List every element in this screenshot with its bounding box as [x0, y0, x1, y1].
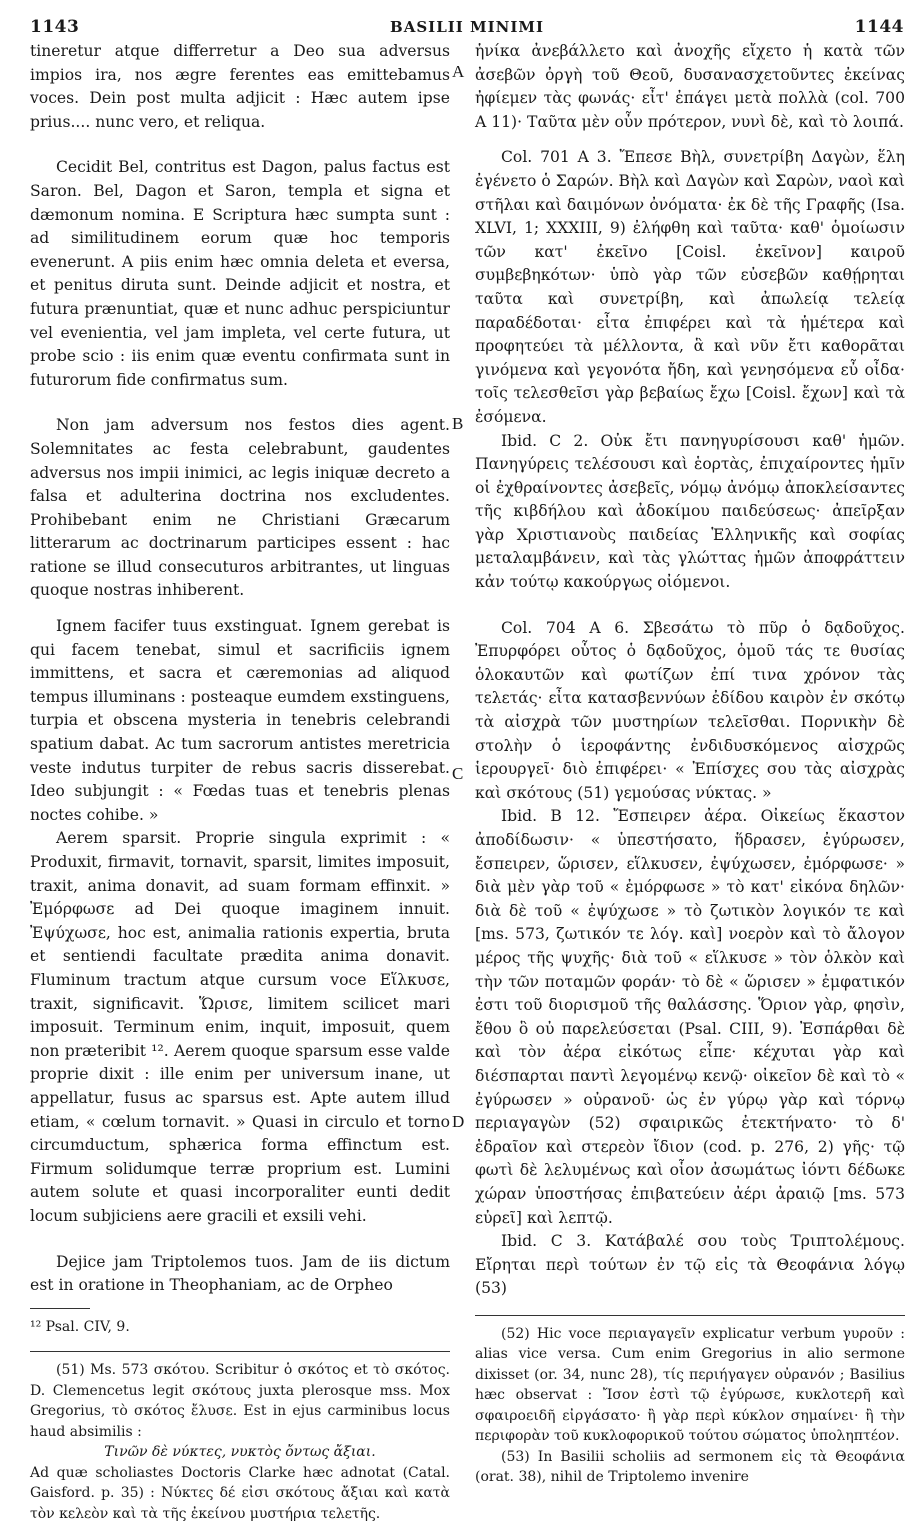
latin-column	[30, 40, 450, 1524]
greek-column	[475, 40, 905, 1488]
latin-paragraph-2: Cecidit Bel, contritus est Dagon, palus factus est Saron. Bel, Dagon et Saron, templa et signa et dæmonum nomina. E Scriptura hæc sumpta sunt : ad similitudinem eorum quæ hoc temporis evenerunt. A piis enim hæc omnia deleta et eversa, et penitus diruta sunt. Deinde adjicit et nostra, et futura prænuntiat, quæ et nunc adhuc perspiciuntur vel evenientia, vel jam impleta, vel certe futura, ut probe scio : iis enim quæ eventu confirmata sunt in futurorum fide confirmatus sum.	[30, 158, 450, 389]
latin-paragraph-5: Aerem sparsit. Proprie singula exprimit : « Produxit, firmavit, tornavit, sparsit, limites imposuit, traxit, anima donavit, ad suam formam effinxit. » Ἐμόρφωσε ad Dei quoque imaginem innuit. Ἐψύχωσε, hoc est, animalia rationis expertia, bruta et sentiendi facultate prædita anima donavit. Fluminum tractum atque cursum voce Εἵλκυσε, traxit, significavit. Ὥρισε, limitem scilicet mari imposuit. Terminum enim, inquit, imposuit, quem non præteribit ¹². Aerem quoque sparsum esse valde proprie dixit : ille enim per universum inane, ut appellatur, fusus ac sparsus est. Apte autem illud etiam, « cœlum tornavit. » Quasi in circulo et torno circumductum, sphærica forma effinctum est. Firmum solidumque terræ proprium est. Lumini autem solute et quasi incorporaliter eunti dedit locum subjiciens aere gracili et exsili vehi.	[30, 829, 450, 1225]
section-marker-b: B	[452, 414, 464, 433]
note-53: (53) In Basilii scholiis ad sermonem εἰς τὰ Θεοφάνια (orat. 38), nihil de Triptolemo invenire	[475, 1448, 905, 1486]
footnote-divider	[30, 1308, 90, 1309]
note-51: (51) Ms. 573 σκότου. Scribitur ὁ σκότος et τὸ σκότος. D. Clemencetus legit σκότους juxta plerosque mss. Mox Gregorius, τὸ σκότος ἔλυσε. Est in ejus carminibus locus haud absimilis :	[30, 1362, 450, 1440]
column-number-left: 1143	[30, 17, 80, 37]
column-number-right: 1144	[854, 17, 904, 37]
latin-paragraph-4: Ignem facifer tuus exstinguat. Ignem gerebat is qui facem tenebat, simul et sacrificiis ignem immittens, et sacra et cæremonias ad aliquod tempus illuminans : posteaque eumdem exstinguens, turpia et obscena mysteria in tenebris celebrandi spatium dabat. Ac tum sacrorum antistes meretricia veste indutus turpiter de rebus sacris disserebat. Ideo subjungit : « Fœdas tuas et tenebris plenas noctes cohibe. »	[30, 617, 450, 824]
greek-paragraph-1: ἡνίκα ἀνεβάλλετο καὶ ἀνοχῆς εἴχετο ἡ κατὰ τῶν ἀσεβῶν ὀργὴ τοῦ Θεοῦ, δυσανασχετοῦντες ἐκείνας ἠφίεμεν τὰς φωνάς· εἶτ' ἐπάγει μετὰ πολλὰ (col. 700 A 11)· Ταῦτα μὲν οὖν πρότερον, νυνὶ δὲ, καὶ τὸ λοιπά.	[475, 42, 905, 131]
latin-paragraph-6: Dejice jam Triptolemos tuos. Jam de iis dictum est in oratione in Theophaniam, ac de Orpheo	[30, 1252, 450, 1295]
running-title: BASILII MINIMI	[390, 18, 544, 36]
section-marker-c: C	[452, 764, 464, 783]
notes-divider-left	[30, 1351, 450, 1352]
greek-paragraph-6: Ibid. C 3. Κατάβαλέ σου τοὺς Τριπτολέμους. Εἴρηται περὶ τούτων ἐν τῷ εἰς τὰ Θεοφάνια λόγῳ (53)	[475, 1232, 905, 1298]
greek-paragraph-4: Col. 704 A 6. Σβεσάτω τὸ πῦρ ὁ δᾳδοῦχος. Ἐπυρφόρει οὗτος ὁ δᾳδοῦχος, ὁμοῦ τάς τε θυσίας ὁλοκαυτῶν καὶ φωτίζων ἐπί τινα χρόνον τὰς τελετάς· εἶτα κατασβεννύων ἐδίδου καιρὸν ἐν σκότῳ τὰ αἰσχρὰ τῶν μυστηρίων τελεῖσθαι. Πορνικὴν δὲ στολὴν ὁ ἱεροφάντης ἐνδιδυσκόμενος αἰσχρῶς ἱερουργεῖ· διὸ ἐπιφέρει· « Ἐπίσχες σου τὰς αἰσχρὰς καὶ σκότους (51) γεμούσας νύκτας. »	[475, 618, 905, 802]
section-marker-d: D	[452, 1112, 465, 1131]
latin-paragraph-1: tineretur atque differretur a Deo sua adversus impios ira, nos ægre ferentes eas emittebamus voces. Dein post multa adjicit : Hæc autem ipse prius.... nunc vero, et reliqua.	[30, 42, 450, 131]
footnote-12: ¹² Psal. CIV, 9.	[30, 1318, 130, 1335]
greek-paragraph-3: Ibid. C 2. Οὐκ ἔτι πανηγυρίσουσι καθ' ἡμῶν. Πανηγύρεις τελέσουσι καὶ ἑορτὰς, ἐπιχαίροντες ἡμῖν οἱ ἐχθραίνοντες ἀσεβεῖς, νόμῳ ἀνόμῳ ἀποκλείσαντες τῆς κιβδήλου καὶ ἀδοκίμου παιδεύσεως· ἀπεῖρξαν γὰρ Χριστιανοὺς παιδείας Ἑλληνικῆς καὶ σοφίας μεταλαμβάνειν, καὶ τὰς γλώττας ἡμῶν ἀποφράττειν κἀν τούτῳ κακούργως οἰόμενοι.	[475, 431, 905, 592]
greek-paragraph-5: Ibid. B 12. Ἔσπειρεν ἀέρα. Οἰκείως ἕκαστον ἀποδίδωσιν· « ὑπεστήσατο, ἥδρασεν, ἐγύρωσεν, ἔσπειρεν, ὥρισεν, εἵλκυσεν, ἐψύχωσεν, ἐμόρφωσε· » διὰ μὲν γὰρ τοῦ « ἐμόρφωσε » τὸ κατ' εἰκόνα δηλῶν· διὰ δὲ τοῦ « ἐψύχωσε » τὸ ζωτικὸν λογικόν τε καὶ [ms. 573, ζωτικόν τε λόγ. καὶ] νοερὸν καὶ τὸ ἄλογον μέρος τῆς ψυχῆς· διὰ τοῦ « εἵλκυσε » τὸν ὁλκὸν καὶ τὴν τῶν ποταμῶν φοράν· τὸ δὲ « ὥρισεν » ἐμφατικόν ἐστι τοῦ διορισμοῦ τῆς θαλάσσης. Ὅριον γὰρ, φησὶν, ἔθου ὃ οὐ παρελεύσεται (Psal. CIII, 9). Ἐσπάρθαι δὲ καὶ τὸν ἀέρα εἰκότως εἶπε· κέχυται γὰρ καὶ διέσπαρται παντὶ λεγομένῳ κενῷ· οἰκεῖον δὲ καὶ τὸ « ἐγύρωσεν » οὐρανοῦ· ὡς ἐν γύρῳ γὰρ καὶ τόρνῳ περιαγαγὼν (52) σφαιρικῶς ἐτεκτήνατο· τὸ δ' ἑδραῖον καὶ στερεὸν ἴδιον (cod. p. 276, 2) γῆς· τῷ φωτὶ δὲ λελυμένως καὶ οἷον ἀσωμάτως ἰόντι δέδωκε χώραν ὑποστήσας ἐπιβατεύειν ἀέρι ἀραιῷ [ms. 573 εὐρεῖ] καὶ λεπτῷ.	[475, 807, 905, 1227]
latin-paragraph-3: Non jam adversum nos festos dies agent. Solemnitates ac festa celebrabunt, gaudentes adversus nos impii inimici, ac legis iniquæ decreto a falsa et adulterina doctrina nos excludentes. Prohibebant enim ne Christiani Græcarum litterarum ac doctrinarum participes essent : hac ratione se illud consecuturos arbitrantes, ut linguas quoque nostras inhiberent.	[30, 416, 450, 600]
section-marker-a: A	[452, 62, 465, 81]
page-header	[30, 10, 904, 44]
note-51-scholion: Ad quæ scholiastes Doctoris Clarke hæc adnotat (Catal. Gaisford. p. 35) : Νύκτες δέ εἰσι σκότους ἄξιαι καὶ κατὰ τὸν κελεὸν καὶ τὰ τῆς ἐκείνου μυστήρια τελετῆς.	[30, 1464, 450, 1522]
greek-paragraph-2: Col. 701 A 3. Ἔπεσε Βὴλ, συνετρίβη Δαγὼν, ἕλη ἐγένετο ὁ Σαρών. Βὴλ καὶ Δαγὼν καὶ Σαρὼν, ναοὶ καὶ στῆλαι καὶ δαιμόνων ὀνόματα· ἐκ δὲ τῆς Γραφῆς (Isa. XLVI, 1; XXXIII, 9) ἐλήφθη καὶ ταῦτα· καθ' ὁμοίωσιν τῶν κατ' ἐκεῖνο [Coisl. ἐκεῖνον] καιροῦ συμβεβηκότων· ὑπὸ γὰρ τῶν εὐσεβῶν καθῄρηται ταῦτα καὶ συνετρίβη, καὶ ἀπωλείᾳ τελείᾳ παραδέδοται· εἶτα ἐπιφέρει καὶ τὰ ἡμέτερα καὶ προφητεύει τὰ μέλλοντα, ἃ καὶ νῦν ἔτι καθορᾶται γινόμενα καὶ γεγονότα ἤδη, καὶ γενησόμενα εὖ οἶδα· τοῖς τελεσθεῖσι γὰρ βεβαίως ἔχω [Coisl. ἔχων] καὶ τὰ ἐσόμενα.	[475, 148, 905, 426]
note-51-verse: Τινῶν δὲ νύκτες, νυκτὸς ὄντως ἄξιαι.	[104, 1444, 376, 1461]
note-52: (52) Hic voce περιαγαγεῖν explicatur verbum γυροῦν : alias vice versa. Cum enim Gregorius in alio sermone dixisset (or. 34, nunc 28), τίς περιήγαγεν οὐρανόν ; Basilius hæc observat : Ἴσον ἐστὶ τῷ ἐγύρωσε, κυκλοτερῆ καὶ σφαιροειδῆ εἰργάσατο· ἢ γὰρ περὶ κύκλον σημαίνει· ἢ τὴν περιφορὰν τοῦ κυκλοφορικοῦ τούτου σώματος ὑποληπτέον.	[475, 1325, 905, 1445]
notes-divider-right	[475, 1315, 905, 1316]
